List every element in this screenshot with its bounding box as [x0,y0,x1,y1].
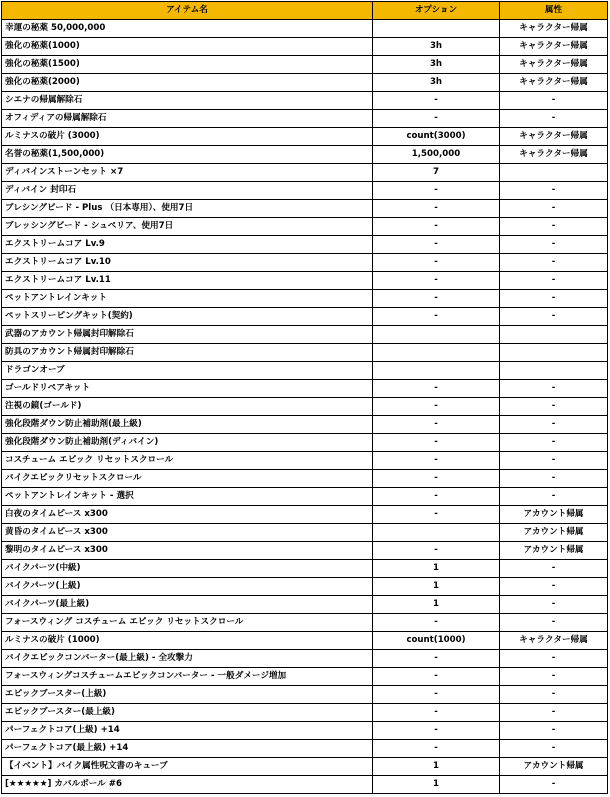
item-name-cell: エクストリームコア Lv.9 [2,236,373,254]
header-attribute: 属性 [500,2,608,20]
option-cell: - [373,254,500,272]
item-name-cell: フォースウィング コスチューム エピック リセットスクロール [2,614,373,632]
attribute-cell: - [500,380,608,398]
option-cell: - [373,704,500,722]
item-name-cell: バイクエピックリセットスクロール [2,470,373,488]
table-row [2,524,608,542]
table-row [2,56,608,74]
item-name-cell: エピックブースター(上級) [2,686,373,704]
attribute-cell: キャラクター帰属 [500,38,608,56]
item-name-cell: コスチューム エピック リセットスクロール [2,452,373,470]
table-row [2,272,608,290]
item-name-cell: パーフェクトコア(上級) +14 [2,722,373,740]
attribute-cell [500,164,608,182]
option-cell: - [373,416,500,434]
table-row [2,758,608,776]
table-row [2,128,608,146]
item-name-cell: ペットアントレインキット - 選択 [2,488,373,506]
attribute-cell: - [500,200,608,218]
table-row [2,488,608,506]
attribute-cell: - [500,236,608,254]
attribute-cell: - [500,308,608,326]
attribute-cell: - [500,578,608,596]
attribute-cell: アカウント帰属 [500,542,608,560]
attribute-cell: アカウント帰属 [500,506,608,524]
attribute-cell [500,362,608,380]
option-cell: - [373,308,500,326]
option-cell: - [373,488,500,506]
table-row [2,218,608,236]
attribute-cell: - [500,722,608,740]
attribute-cell: - [500,434,608,452]
option-cell [373,362,500,380]
item-name-cell: バイクパーツ(最上級) [2,596,373,614]
option-cell: - [373,452,500,470]
item-name-cell: エクストリームコア Lv.10 [2,254,373,272]
option-cell: 3h [373,38,500,56]
table-row [2,560,608,578]
item-name-cell: [★★★★★] カバルボール #6 [2,776,373,794]
item-name-cell: シエナの帰属解除石 [2,92,373,110]
attribute-cell: - [500,272,608,290]
option-cell: 7 [373,164,500,182]
option-cell: - [373,272,500,290]
item-name-cell: ペットアントレインキット [2,290,373,308]
option-cell: count(3000) [373,128,500,146]
attribute-cell: キャラクター帰属 [500,56,608,74]
item-name-cell: パーフェクトコア(最上級) +14 [2,740,373,758]
item-name-cell: 白夜のタイムピース x300 [2,506,373,524]
option-cell: - [373,650,500,668]
item-name-cell: ディバインストーンセット ×7 [2,164,373,182]
attribute-cell: キャラクター帰属 [500,128,608,146]
table-row [2,20,608,38]
table-row [2,578,608,596]
attribute-cell: - [500,704,608,722]
table-row [2,614,608,632]
attribute-cell: - [500,452,608,470]
attribute-cell [500,344,608,362]
table-row [2,776,608,794]
attribute-cell: - [500,398,608,416]
item-name-cell: 強化段階ダウン防止補助剤(最上級) [2,416,373,434]
attribute-cell: - [500,776,608,794]
attribute-cell: - [500,470,608,488]
item-name-cell: ルミナスの破片 (1000) [2,632,373,650]
attribute-cell: - [500,416,608,434]
attribute-cell: アカウント帰属 [500,524,608,542]
item-name-cell: エピックブースター(最上級) [2,704,373,722]
table-row [2,254,608,272]
option-cell: - [373,740,500,758]
table-row [2,380,608,398]
attribute-cell: - [500,182,608,200]
attribute-cell: キャラクター帰属 [500,20,608,38]
option-cell [373,344,500,362]
table-row [2,326,608,344]
option-cell: 1 [373,596,500,614]
item-name-cell: 強化段階ダウン防止補助剤(ディバイン) [2,434,373,452]
header-item-name: アイテム名 [2,2,373,20]
item-name-cell: ディバイン 封印石 [2,182,373,200]
table-row [2,740,608,758]
option-cell: - [373,236,500,254]
item-name-cell: ブレシングビード - Plus （日本専用）、使用7日 [2,200,373,218]
attribute-cell: - [500,686,608,704]
attribute-cell: - [500,218,608,236]
option-cell: - [373,200,500,218]
attribute-cell: - [500,596,608,614]
table-row [2,74,608,92]
attribute-cell: - [500,488,608,506]
item-name-cell: 強化の秘薬(2000) [2,74,373,92]
option-cell [373,326,500,344]
option-cell: - [373,686,500,704]
table-row [2,146,608,164]
table-row [2,704,608,722]
option-cell: - [373,398,500,416]
item-name-cell: エクストリームコア Lv.11 [2,272,373,290]
option-cell [373,524,500,542]
attribute-cell: - [500,560,608,578]
table-row [2,416,608,434]
attribute-cell: - [500,740,608,758]
table-row [2,668,608,686]
option-cell: 1 [373,560,500,578]
item-name-cell: 幸運の秘薬 50,000,000 [2,20,373,38]
header-option: オプション [373,2,500,20]
item-name-cell: ドラゴンオーブ [2,362,373,380]
attribute-cell: - [500,290,608,308]
option-cell: - [373,182,500,200]
option-cell: 1 [373,578,500,596]
item-name-cell: 黎明のタイムピース x300 [2,542,373,560]
item-name-cell: 名誉の秘薬(1,500,000) [2,146,373,164]
option-cell: - [373,110,500,128]
option-cell: 1 [373,776,500,794]
table-row [2,92,608,110]
item-name-cell: オフィディアの帰属解除石 [2,110,373,128]
table-row [2,452,608,470]
table-row [2,650,608,668]
table-row [2,110,608,128]
attribute-cell: - [500,110,608,128]
option-cell: - [373,470,500,488]
option-cell: - [373,722,500,740]
option-cell [373,20,500,38]
option-cell: - [373,668,500,686]
table-row [2,398,608,416]
item-name-cell: 防具のアカウント帰属封印解除石 [2,344,373,362]
item-name-cell: 注視の鏡(ゴールド) [2,398,373,416]
attribute-cell: - [500,614,608,632]
item-name-cell: 強化の秘薬(1500) [2,56,373,74]
item-name-cell: 武器のアカウント帰属封印解除石 [2,326,373,344]
table-row [2,38,608,56]
table-row [2,200,608,218]
table-row [2,722,608,740]
attribute-cell: - [500,650,608,668]
attribute-cell: - [500,92,608,110]
item-name-cell: フォースウィングコスチュームエピックコンバーター - 一般ダメージ増加 [2,668,373,686]
item-name-cell: 【イベント】バイク属性呪文書のキューブ [2,758,373,776]
item-name-cell: バイクパーツ(中級) [2,560,373,578]
attribute-cell: - [500,668,608,686]
table-row [2,470,608,488]
item-name-cell: ペットスリーピングキット(契約) [2,308,373,326]
option-cell: 3h [373,74,500,92]
item-name-cell: バイクエピックコンバーター(最上級) - 全攻撃力 [2,650,373,668]
item-name-cell: 黄昏のタイムピース x300 [2,524,373,542]
table-row [2,344,608,362]
option-cell: - [373,218,500,236]
table-row [2,632,608,650]
attribute-cell: キャラクター帰属 [500,146,608,164]
option-cell: - [373,380,500,398]
option-cell: 1 [373,758,500,776]
table-row [2,182,608,200]
attribute-cell: - [500,254,608,272]
item-name-cell: 強化の秘薬(1000) [2,38,373,56]
option-cell: count(1000) [373,632,500,650]
table-row [2,290,608,308]
table-row [2,542,608,560]
header-row [2,2,608,20]
item-name-cell: ブレッシングビード - シュペリア、使用7日 [2,218,373,236]
option-cell: - [373,434,500,452]
item-name-cell: ルミナスの破片 (3000) [2,128,373,146]
item-name-cell: バイクパーツ(上級) [2,578,373,596]
attribute-cell: アカウント帰属 [500,758,608,776]
item-name-cell: ゴールドリペアキット [2,380,373,398]
option-cell: - [373,506,500,524]
attribute-cell: キャラクター帰属 [500,74,608,92]
attribute-cell: キャラクター帰属 [500,632,608,650]
table-row [2,434,608,452]
option-cell: - [373,290,500,308]
attribute-cell [500,326,608,344]
table-row [2,236,608,254]
option-cell: 1,500,000 [373,146,500,164]
table-row [2,308,608,326]
table-row [2,596,608,614]
option-cell: - [373,614,500,632]
table-row [2,506,608,524]
table-row [2,362,608,380]
option-cell: - [373,92,500,110]
option-cell: - [373,542,500,560]
table-row [2,686,608,704]
option-cell: 3h [373,56,500,74]
item-table [1,1,608,794]
table-row [2,164,608,182]
